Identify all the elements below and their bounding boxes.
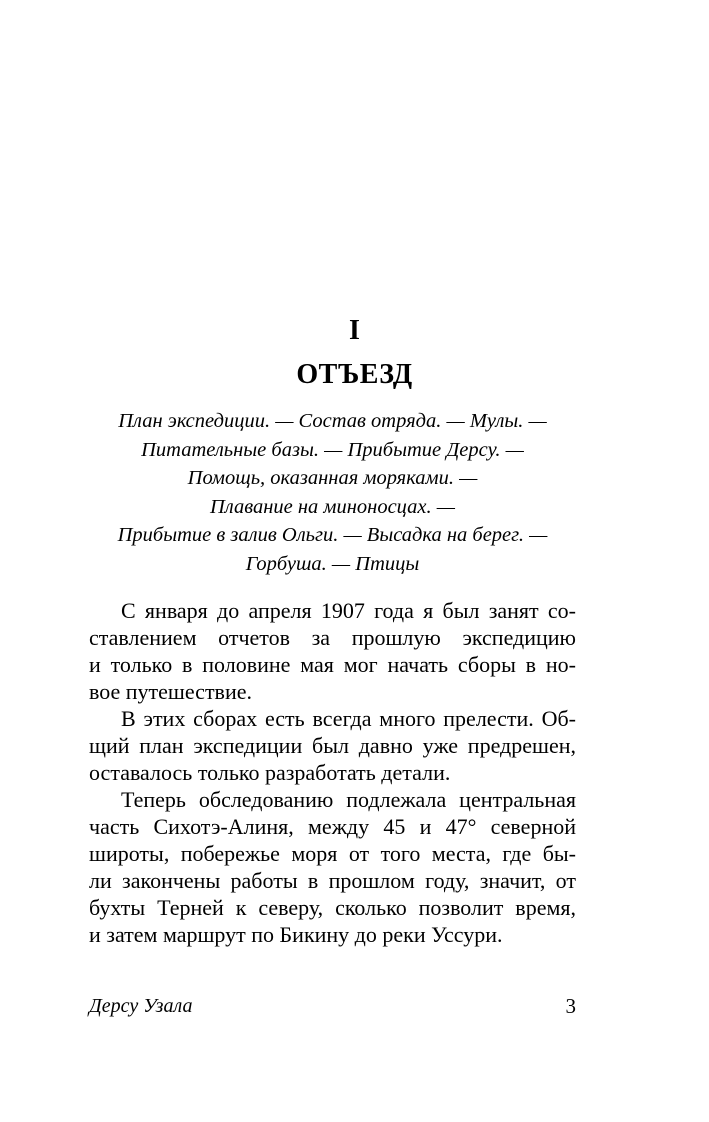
text-line: оставалось только разработать детали. [89, 760, 451, 785]
synopsis-line: План экспедиции. — Состав отряда. — Мулы. — [118, 410, 547, 432]
page-number: 3 [565, 994, 576, 1018]
running-footer-title: Дерсу Узала [89, 995, 193, 1017]
text-line: часть Сихотэ-Алиня, между 45 и 47° северной [89, 814, 576, 839]
text-line: широты, побережье моря от того места, где бы- [89, 841, 576, 866]
text-line: бухты Терней к северу, сколько позволит время, [89, 895, 576, 920]
synopsis-line: Прибытие в залив Ольги. — Высадка на берег. — [117, 524, 548, 547]
text-line: и затем маршрут по Бикину до реки Уссури. [89, 922, 503, 947]
text-line: В этих сборах есть всегда много прелести. Об- [121, 706, 576, 731]
text-line: щий план экспедиции был давно уже предрешен, [89, 733, 576, 758]
text-line: С января до апреля 1907 года я был занят со- [121, 598, 576, 623]
synopsis-line: Плавание на миноносцах. — [209, 495, 456, 518]
text-line: ли закончены работы в прошлом году, значит, от [89, 868, 576, 893]
paragraph [89, 597, 576, 705]
text-line: и только в половине мая мог начать сборы в но- [89, 652, 576, 677]
chapter-synopsis [80, 407, 585, 579]
body-text [89, 597, 576, 948]
chapter-number: I [349, 315, 360, 346]
paragraph [89, 705, 576, 786]
paragraph [89, 786, 576, 948]
synopsis-line: Горбуша. — Птицы [245, 552, 420, 575]
synopsis-line: Питательные базы. — Прибытие Дерсу. — [141, 438, 524, 461]
text-line: Теперь обследованию подлежала центральная [121, 787, 576, 812]
synopsis-line: Помощь, оказанная моряками. — [187, 467, 478, 490]
chapter-title: ОТЪЕЗД [296, 359, 413, 390]
text-line: ставлением отчетов за прошлую экспедицию [89, 625, 576, 650]
text-line: вое путешествие. [89, 679, 252, 704]
